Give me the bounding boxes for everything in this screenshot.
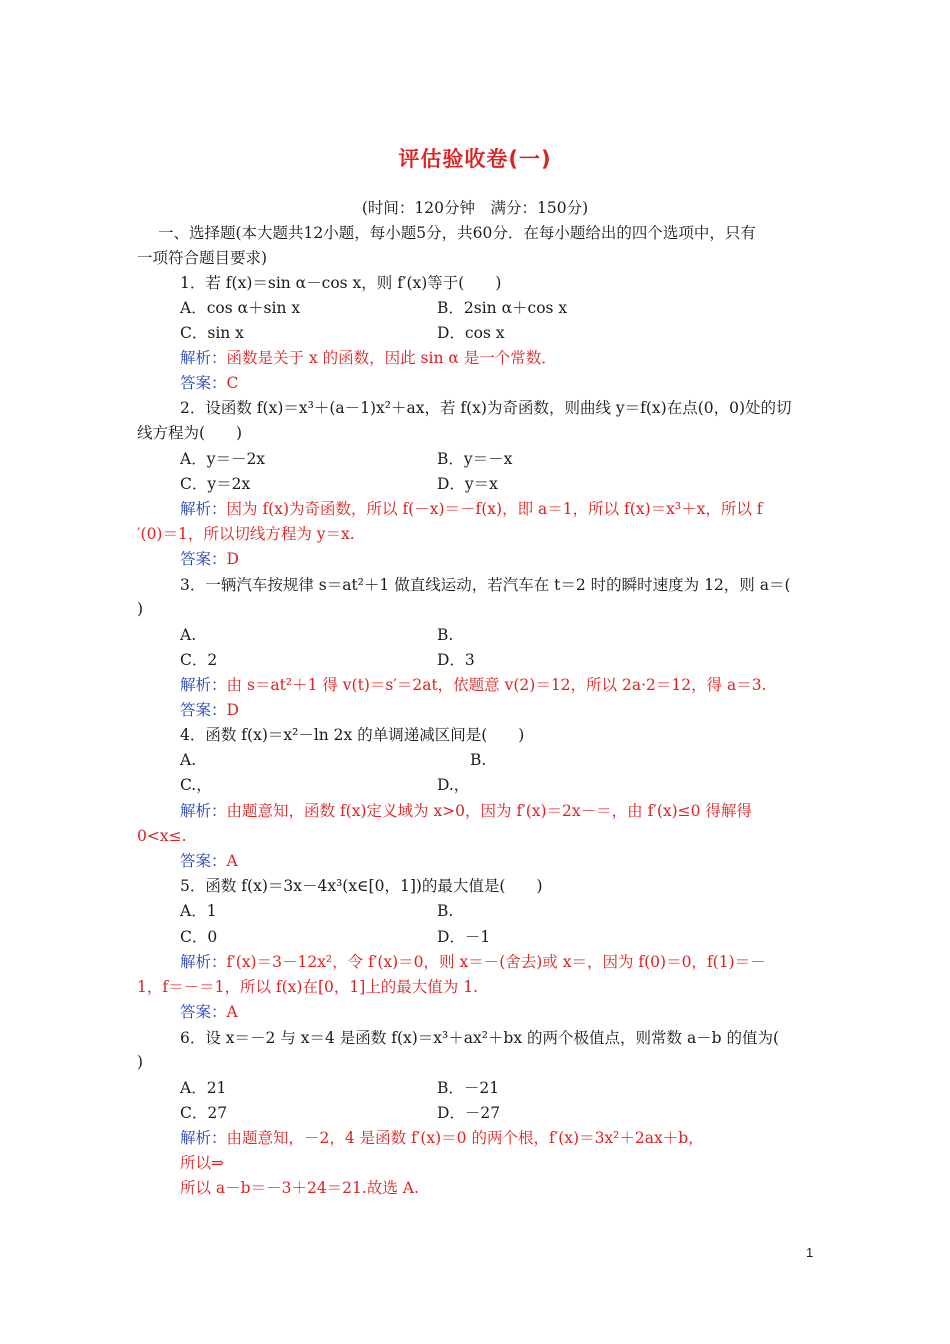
- answer-value: A: [226, 852, 238, 870]
- analysis-label: 解析：: [180, 953, 227, 971]
- question-1-stem: 1．若 f(x)＝sin α－cos x，则 f′(x)等于( ): [180, 274, 502, 292]
- question-3-stem-cont: ): [137, 600, 144, 618]
- answer-label: 答案：: [180, 550, 227, 568]
- question-6-option-b: B．－21: [437, 1079, 500, 1097]
- question-1-answer: [180, 372, 238, 394]
- question-3-option-c: C．2: [180, 651, 218, 669]
- page-number: 1: [806, 1245, 814, 1260]
- question-5-option-c: C．0: [180, 928, 218, 946]
- analysis-text: 由 s＝at²＋1 得 v(t)＝s′＝2at，依题意 v(2)＝12，所以 2a·2＝12，得 a＝3.: [226, 676, 767, 694]
- question-3-answer: [180, 699, 239, 721]
- question-3-option-d: D．3: [437, 651, 475, 669]
- analysis-text: 由题意知，函数 f(x)定义域为 x>0，因为 f′(x)＝2x－＝，由 f′(x)≤0 得解得: [226, 802, 752, 820]
- question-4-option-d: D.，: [437, 776, 470, 794]
- question-1-analysis: [180, 347, 557, 369]
- question-5-option-a: A．1: [180, 902, 217, 920]
- section-header-cont: 一项符合题目要求): [137, 249, 268, 267]
- question-2-stem: 2．设函数 f(x)＝x³＋(a－1)x²＋ax，若 f(x)为奇函数，则曲线 y＝f(x)在点(0，0)处的切: [180, 399, 792, 417]
- answer-value: C: [226, 374, 239, 392]
- question-3-stem: 3．一辆汽车按规律 s＝at²＋1 做直线运动，若汽车在 t＝2 时的瞬时速度为 12，则 a＝(: [180, 576, 791, 594]
- question-5-option-d: D．－1: [437, 928, 491, 946]
- question-4-answer: [180, 850, 238, 872]
- question-4-analysis: [180, 800, 752, 822]
- analysis-label: 解析：: [180, 802, 227, 820]
- answer-label: 答案：: [180, 852, 227, 870]
- question-4-option-b: B.: [470, 751, 487, 769]
- analysis-text: 由题意知，－2，4 是函数 f′(x)＝0 的两个根，f′(x)＝3x²＋2ax＋b，: [226, 1129, 704, 1147]
- answer-label: 答案：: [180, 1003, 227, 1021]
- question-1-option-c: C．sin x: [180, 324, 244, 342]
- answer-value: A: [226, 1003, 238, 1021]
- analysis-text: f′(x)＝3－12x²，令 f′(x)＝0，则 x＝－(舍去)或 x＝，因为 f(0)＝0，f(1)＝－: [226, 953, 766, 971]
- question-4-option-a: A.: [180, 751, 197, 769]
- question-2-option-d: D．y＝x: [437, 475, 498, 493]
- question-2-answer: [180, 548, 239, 570]
- question-5-analysis: [180, 951, 766, 973]
- answer-value: D: [226, 550, 239, 568]
- question-5-stem: 5．函数 f(x)＝3x－4x³(x∈[0，1])的最大值是( ): [180, 877, 543, 895]
- question-6-option-d: D．－27: [437, 1104, 501, 1122]
- analysis-text: 函数是关于 x 的函数，因此 sin α 是一个常数．: [226, 349, 557, 367]
- question-3-analysis: [180, 674, 767, 696]
- question-5-option-b: B.: [437, 902, 454, 920]
- question-5-analysis-cont: 1，f＝－＝1，所以 f(x)在[0，1]上的最大值为 1.: [137, 978, 478, 996]
- analysis-label: 解析：: [180, 500, 227, 518]
- question-6-option-c: C．27: [180, 1104, 228, 1122]
- answer-label: 答案：: [180, 374, 227, 392]
- question-1-option-b: B．2sin α＋cos x: [437, 299, 568, 317]
- question-4-option-c: C.，: [180, 776, 212, 794]
- question-6-stem: 6．设 x＝－2 与 x＝4 是函数 f(x)＝x³＋ax²＋bx 的两个极值点，则常数 a－b 的值为(: [180, 1029, 780, 1047]
- analysis-label: 解析：: [180, 349, 227, 367]
- question-6-stem-cont: ): [137, 1053, 144, 1071]
- exam-info: (时间：120分钟 满分：150分): [361, 199, 589, 217]
- question-1-option-d: D．cos x: [437, 324, 505, 342]
- question-6-analysis: [180, 1127, 704, 1149]
- question-4-analysis-cont: 0<x≤.: [137, 827, 187, 845]
- question-2-option-a: A．y＝－2x: [180, 450, 266, 468]
- question-3-option-b: B.: [437, 626, 454, 644]
- question-2-option-b: B．y＝－x: [437, 450, 513, 468]
- answer-label: 答案：: [180, 701, 227, 719]
- section-header: 一、选择题(本大题共12小题，每小题5分，共60分．在每小题给出的四个选项中，只有: [158, 224, 756, 242]
- question-4-stem: 4．函数 f(x)＝x²－ln 2x 的单调递减区间是( ): [180, 726, 525, 744]
- question-6-option-a: A．21: [180, 1079, 227, 1097]
- question-2-analysis: [180, 498, 762, 520]
- question-6-analysis-conclusion: 所以 a－b＝－3＋24＝21.故选 A.: [180, 1179, 419, 1197]
- analysis-label: 解析：: [180, 676, 227, 694]
- question-3-option-a: A.: [180, 626, 197, 644]
- question-1-option-a: A．cos α＋sin x: [180, 299, 301, 317]
- question-2-option-c: C．y＝2x: [180, 475, 251, 493]
- question-5-answer: [180, 1001, 238, 1023]
- question-2-stem-cont: 线方程为( ): [137, 424, 243, 442]
- question-2-analysis-cont: ′(0)＝1，所以切线方程为 y＝x.: [137, 525, 355, 543]
- question-6-analysis-cont: 所以⇒: [180, 1154, 224, 1172]
- analysis-label: 解析：: [180, 1129, 227, 1147]
- page-title: 评估验收卷(一): [398, 147, 552, 171]
- analysis-text: 因为 f(x)为奇函数，所以 f(－x)＝－f(x)，即 a＝1，所以 f(x)＝x³＋x，所以 f: [226, 500, 763, 518]
- answer-value: D: [226, 701, 239, 719]
